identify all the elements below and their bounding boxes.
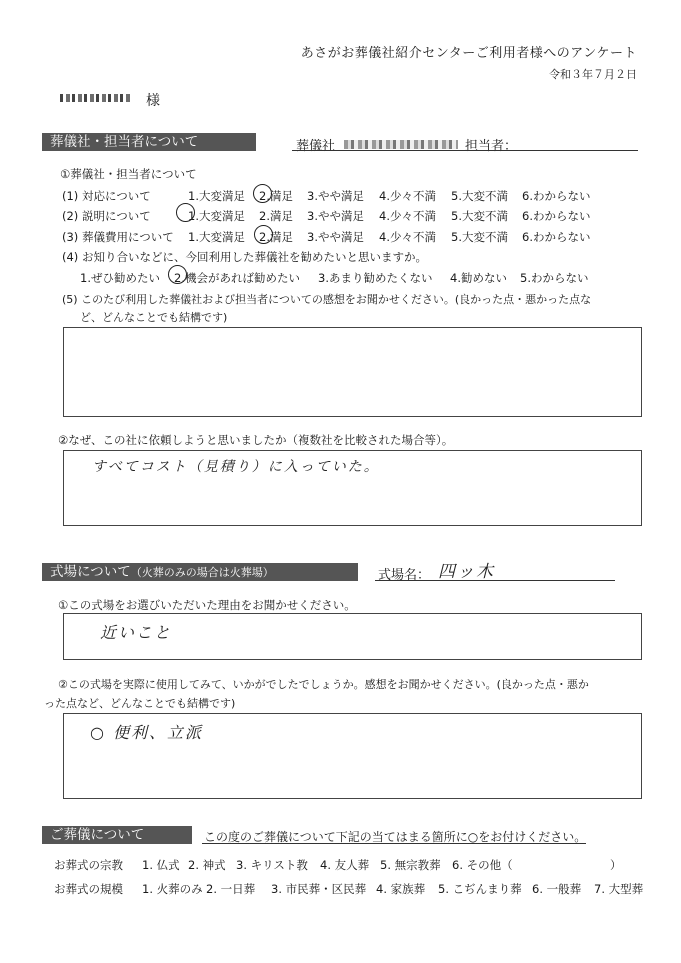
option-r3-5: 5.大変不満 [451, 230, 508, 244]
religion-option-1: 1. 仏式 [142, 858, 180, 872]
q4-option-5: 5.わからない [520, 271, 589, 285]
row-label-response: (1) 対応について [62, 189, 151, 203]
section-funeral-heading [42, 826, 192, 844]
scale-option-6: 6. 一般葬 [532, 882, 582, 896]
q4-option-1: 1.ぜひ勧めたい [80, 271, 160, 285]
venue-q1: ①この式場をお選びいただいた理由をお聞かせください。 [58, 598, 356, 612]
section-venue-heading [42, 563, 358, 581]
honorific: 様 [146, 93, 160, 109]
survey-title: あさがお葬儀社紹介センターご利用者様へのアンケート [300, 46, 637, 61]
religion-label: お葬式の宗教 [54, 858, 123, 872]
venue-handwritten-name: 四ッ木 [438, 562, 495, 582]
section-heading-text: 式場について [50, 564, 131, 580]
option-r3-1: 1.大変満足 [188, 230, 245, 244]
venue-q2-handwritten-answer: ○ 便利、立派 [90, 723, 204, 742]
q4-option-2: 2.機会があれば勧めたい [174, 271, 300, 285]
staff-label: 担当者： [465, 139, 518, 154]
scale-option-2: 2. 一日葬 [206, 882, 256, 896]
why-company-question: ②なぜ、この社に依頼しようと思いましたか（複数社を比較された場合等）。 [58, 433, 454, 447]
q5-question-line1: (5) このたび利用した葬儀社および担当者についての感想をお聞かせください。(良かった点・悪かった点な [62, 293, 592, 306]
venue-label: 式場名： [378, 568, 431, 583]
venue-q1-handwritten-answer: 近いこと [100, 623, 173, 642]
section3-instruction: この度のご葬儀について下記の当てはまる箇所に○をお付けください。 [204, 830, 587, 844]
selected-circle-r3 [254, 225, 273, 244]
instruction-underline [202, 843, 586, 844]
religion-option-4: 4. 友人葬 [320, 858, 370, 872]
option-r3-4: 4.少々不満 [379, 230, 436, 244]
q5-question-line2: ど、どんなことでも結構です) [80, 311, 228, 324]
q1-title: ①葬儀社・担当者について [60, 167, 197, 181]
religion-option-5: 5. 無宗教葬 [380, 858, 441, 872]
scale-label: お葬式の規模 [54, 882, 123, 896]
option-r2-5: 5.大変不満 [451, 209, 508, 223]
selected-circle-r2 [176, 203, 195, 222]
option-r1-3: 3.やや満足 [307, 189, 364, 203]
venue-underline [375, 580, 615, 581]
religion-option-3: 3. キリスト教 [236, 858, 308, 872]
venue-q2-line2: った点など、どんなことでも結構です) [44, 697, 236, 710]
survey-date: 令和３年７月２日 [549, 68, 637, 81]
option-r2-3: 3.やや満足 [307, 209, 364, 223]
row-label-explanation: (2) 説明について [62, 209, 151, 223]
religion-option-6: 6. その他（ [452, 858, 513, 872]
section-funeral-company-heading [42, 133, 256, 151]
company-label: 葬儀社 [296, 139, 336, 154]
option-r1-4: 4.少々不満 [379, 189, 436, 203]
why-company-handwritten-answer: すべてコスト（見積り）に入っていた。 [92, 459, 380, 475]
section-heading-text: ご葬儀について [50, 827, 145, 843]
option-r2-6: 6.わからない [522, 209, 591, 223]
redacted-customer-name [60, 94, 130, 102]
option-r3-3: 3.やや満足 [307, 230, 364, 244]
option-r1-6: 6.わからない [522, 189, 591, 203]
row-label-cost: (3) 葬儀費用について [62, 230, 174, 244]
religion-option-6-close: ） [610, 858, 622, 872]
religion-option-2: 2. 神式 [188, 858, 226, 872]
q5-answer-box[interactable] [63, 327, 642, 417]
selected-circle-q4 [168, 265, 187, 284]
scale-option-7: 7. 大型葬 [594, 882, 644, 896]
option-r1-1: 1.大変満足 [188, 189, 245, 203]
section-heading-note: （火葬のみの場合は火葬場） [130, 566, 274, 579]
option-r2-2: 2.満足 [259, 209, 293, 223]
q4-option-3: 3.あまり勧めたくない [318, 271, 433, 285]
section-heading-text: 葬儀社・担当者について [50, 134, 199, 150]
q4-option-4: 4.勧めない [450, 271, 507, 285]
company-underline [292, 150, 638, 151]
selected-circle-r1 [253, 184, 272, 203]
redacted-company-name [344, 140, 458, 149]
q4-question: (4) お知り合いなどに、今回利用した葬儀社を勧めたいと思いますか。 [62, 250, 427, 264]
option-r1-5: 5.大変不満 [451, 189, 508, 203]
scale-option-3: 3. 市民葬・区民葬 [271, 882, 367, 896]
option-r3-2: 2.満足 [259, 230, 293, 244]
scale-option-4: 4. 家族葬 [376, 882, 426, 896]
option-r2-4: 4.少々不満 [379, 209, 436, 223]
venue-q2-line1: ②この式場を実際に使用してみて、いかがでしたでしょうか。感想をお聞かせください。(良かった点・悪か [58, 678, 589, 691]
option-r2-1: 1.大変満足 [188, 209, 245, 223]
scale-option-5: 5. こぢんまり葬 [438, 882, 522, 896]
option-r1-2: 2.満足 [259, 189, 293, 203]
option-r3-6: 6.わからない [522, 230, 591, 244]
scale-option-1: 1. 火葬のみ [142, 882, 203, 896]
